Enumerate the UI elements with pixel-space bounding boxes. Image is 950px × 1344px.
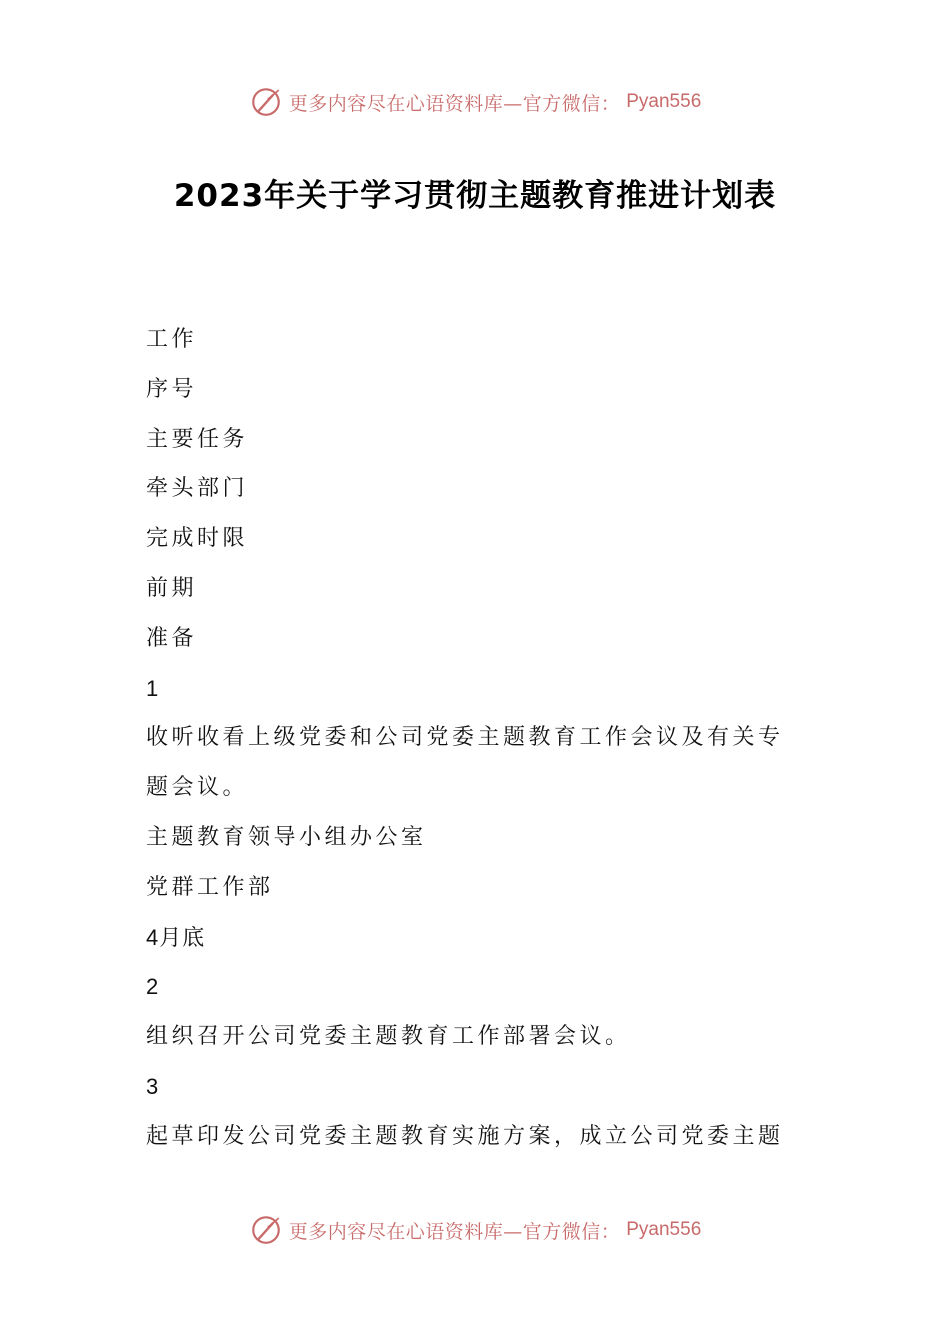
body-line: 起草印发公司党委主题教育实施方案，成立公司党委主题 [146, 1123, 784, 1149]
document-body [146, 315, 810, 1162]
body-line: 收听收看上级党委和公司党委主题教育工作会议及有关专 [146, 725, 784, 751]
body-line: 组织召开公司党委主题教育工作部署会议。 [146, 1024, 631, 1050]
body-line: 牵头部门 [146, 476, 249, 502]
body-line-deadline: 4月底 [146, 924, 206, 950]
body-line: 工作 [146, 327, 198, 352]
body-line-number: 1 [146, 675, 160, 701]
footer-watermark [0, 1210, 950, 1250]
watermark-wechat-id: Pyan556 [626, 91, 702, 112]
body-line-number: 2 [146, 974, 160, 1000]
document-title: 2023年关于学习贯彻主题教育推进计划表 [173, 178, 777, 214]
body-line: 准备 [146, 625, 198, 651]
body-line: 主要任务 [146, 426, 249, 452]
body-line: 前期 [146, 575, 198, 601]
watermark-text: 更多内容尽在心语资料库—官方微信： [288, 92, 621, 115]
body-line: 党群工作部 [146, 874, 274, 900]
body-line: 题会议。 [146, 775, 249, 801]
watermark-wechat-id: Pyan556 [626, 1219, 702, 1240]
watermark-text: 更多内容尽在心语资料库—官方微信： [288, 1220, 621, 1243]
quill-pen-logo-icon [249, 85, 283, 119]
header-watermark [0, 82, 950, 122]
body-line-number: 3 [146, 1073, 160, 1099]
quill-pen-logo-icon [249, 1213, 283, 1247]
body-line: 主题教育领导小组办公室 [146, 824, 427, 850]
body-line: 完成时限 [146, 526, 249, 552]
body-line: 序号 [146, 376, 198, 402]
